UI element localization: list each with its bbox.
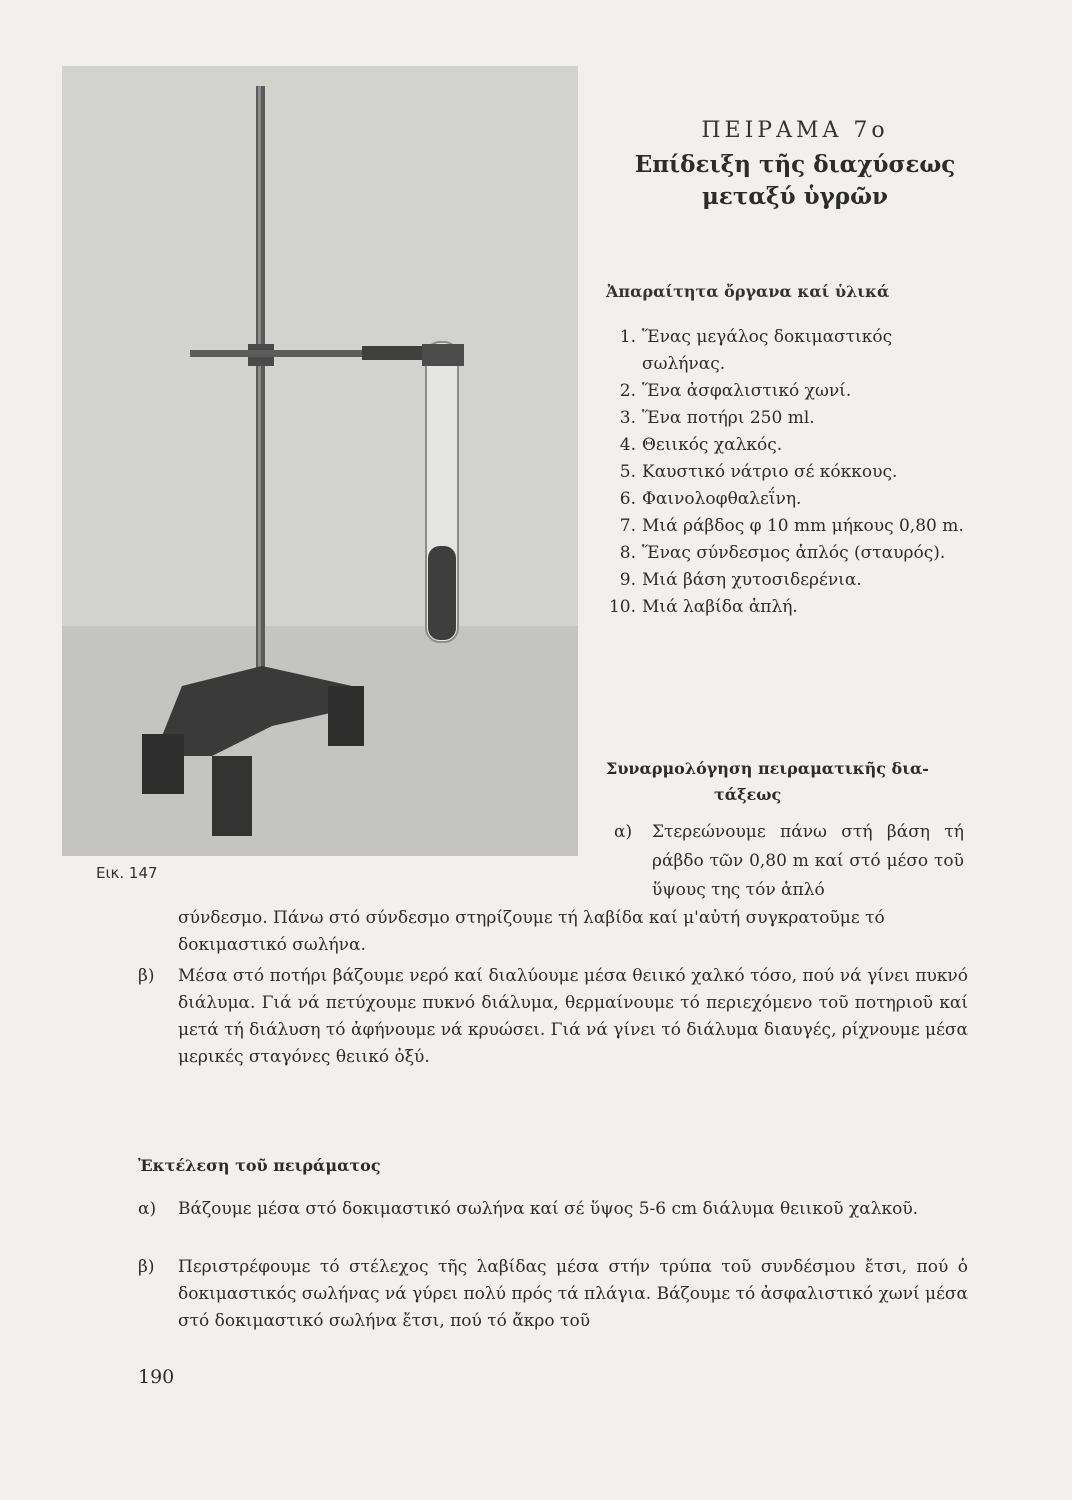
list-item: 9. Μιά βάση χυτοσιδερένια. <box>619 570 862 590</box>
assembly-step-a-continued: σύνδεσμο. Πάνω στό σύνδεσμο στηρίζουμε τή λαβίδα καί μ'αὐτή συγκρατοῦμε τό δοκιμαστικό σωλήνα. <box>178 908 885 955</box>
list-item: 2. Ἕνα ἀσφαλιστικό χωνί. <box>619 381 852 401</box>
apparatus-photo <box>62 66 578 856</box>
list-item: 1. Ἕνας μεγάλος δοκιμαστικός σωλήνας. <box>619 327 893 374</box>
tube-solution <box>428 546 456 640</box>
figure-caption: Εικ. 147 <box>96 864 158 882</box>
experiment-title-block <box>600 118 990 213</box>
execution-step-a: α) Βάζουμε μέσα στό δοκιμαστικό σωλήνα καί σέ ὕψος 5-6 cm διάλυμα θειικοῦ χαλκοῦ. <box>138 1199 919 1219</box>
apparatus-drawing <box>62 66 578 856</box>
list-item: 5. Καυστικό νάτριο σέ κόκκους. <box>619 462 898 482</box>
assembly-heading: Συναρμολόγηση πειραματικῆς δια- τάξεως <box>606 759 929 804</box>
list-item: 6. Φαινολοφθαλεΐνη. <box>619 489 802 509</box>
list-item: 7. Μιά ράβδος φ 10 mm μήκους 0,80 m. <box>619 516 964 536</box>
assembly-step-b: β) Μέσα στό ποτήρι βάζουμε νερό καί διαλύουμε μέσα θειικό χαλκό τόσο, πού νά γίνει πυκνό διάλυμα. Γιά νά πετύχουμε πυκνό διάλυμα, θερμαίνουμε τό περιεχόμενο τοῦ ποτηριοῦ καί μετά τή διάλυση τό ἀφήνουμε νά κρυώσει. Γιά νά γίνει τό διάλυμα διαυγές, ρίχνουμε μέσα μερικές σταγόνες θειικό ὀξύ. <box>138 966 968 1067</box>
list-item: 8. Ἕνας σύνδεσμος ἁπλός (σταυρός). <box>619 543 946 563</box>
assembly-step-a: α) Στερεώνουμε πάνω στή βάση τή ράβδο τῶν 0,80 m καί στό μέσο τοῦ ὕψους της τόν ἁπλό <box>614 822 964 900</box>
materials-heading: Ἀπαραίτητα ὄργανα καί ὑλικά <box>606 282 890 301</box>
execution-step-b: β) Περιστρέφουμε τό στέλεχος τῆς λαβίδας μέσα στήν τρύπα τοῦ συνδέσμου ἔτσι, πού ὁ δοκιμαστικός σωλήνας νά γύρει πολύ πρός τά πλάγια. Βάζουμε τό ἀσφαλιστικό χωνί μέσα στό δοκιμαστικό σωλήνα ἔτσι, πού τό ἄκρο τοῦ <box>138 1257 968 1331</box>
list-item: 4. Θειικός χαλκός. <box>619 435 783 455</box>
experiment-title: Επίδειξη τῆς διαχύσεως μεταξύ ὑγρῶν <box>634 151 956 210</box>
materials-list <box>606 324 966 621</box>
list-item: 3. Ἕνα ποτήρι 250 ml. <box>619 408 815 428</box>
execution-heading: Ἐκτέλεση τοῦ πειράματος <box>138 1156 381 1175</box>
list-item: 10. Μιά λαβίδα ἁπλή. <box>608 597 798 617</box>
experiment-number: ΠΕΙΡΑΜΑ 7ο <box>701 118 889 143</box>
page-number: 190 <box>138 1366 175 1388</box>
